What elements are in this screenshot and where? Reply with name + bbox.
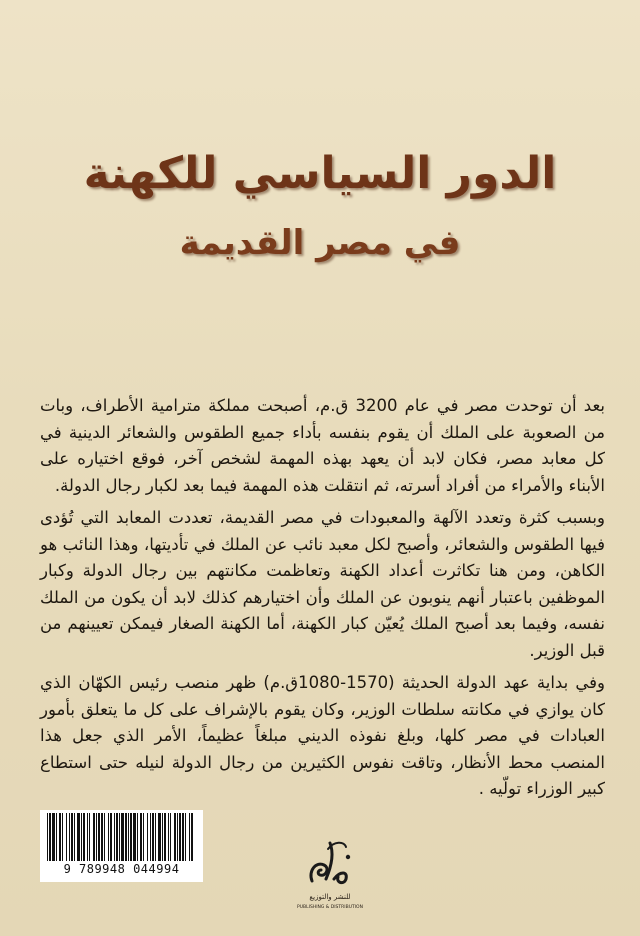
barcode-bars [43, 813, 200, 863]
isbn-barcode [40, 810, 203, 882]
book-title: الدور السياسي للكهنة [83, 148, 557, 199]
publisher-logo-icon [290, 835, 370, 893]
publisher-caption-en: PUBLISHING & DISTRIBUTION [297, 905, 363, 910]
book-subtitle: في مصر القديمة [179, 223, 461, 263]
blurb-paragraph-3: وفي بداية عهد الدولة الحديثة (1570-1080ق.م) ظهر منصب رئيس الكهّان الذي كان يوازي في مكانته سلطات الوزير، وكان يقوم بالإشراف على كل ما يتعلق بأمور العبادات في مصر كلها، وبلغ نفوذه الديني مبلغاً عظيماً، الأمر الذي جعل هذا المنصب محط الأنظار، وتاقت نفوس الكثيرين من رجال الدولة لنيله حتى استطاع كبير الوزراء تولّيه . [40, 673, 605, 798]
blurb-paragraph-1: بعد أن توحدت مصر في عام 3200 ق.م، أصبحت مملكة مترامية الأطراف، وبات من الصعوبة على الملك أن يقوم بنفسه بأداء جميع الطقوس والشعائر الدينية في كل معابد مصر، فكان لابد أن يعهد بهذه المهمة لشخص آخر، فوقع اختياره على الأبناء والأمراء من أفراد أسرته، ثم انتقلت هذه المهمة فيما بعد لكبار رجال الدولة. [40, 396, 605, 495]
publisher-caption-ar: للنشر والتوزيع [309, 893, 351, 901]
back-cover-blurb [40, 393, 605, 809]
blurb-paragraph-2: وبسبب كثرة وتعدد الآلهة والمعبودات في مصر القديمة، تعددت المعابد التي تُؤدى فيها الطقوس والشعائر، وأصبح لكل معبد نائب عن الملك في تأديتها، وهذا النائب هو الكاهن، ومن هنا تكاثرت أعداد الكهنة وتعاظمت مكانتهم بين رجال الدولة وكبار الموظفين باعتبار أنهم ينوبون عن الملك وأن اختيارهم كذلك لابد أن يكون من الملك نفسه، وفيما بعد أصبح الملك يُعيّن كبار الكهنة، أما الكهنة الصغار فيمكن تعيينهم من قبل الوزير. [40, 508, 605, 660]
publisher-logo [290, 835, 370, 925]
isbn-number: 9 789948 044994 [63, 862, 180, 876]
